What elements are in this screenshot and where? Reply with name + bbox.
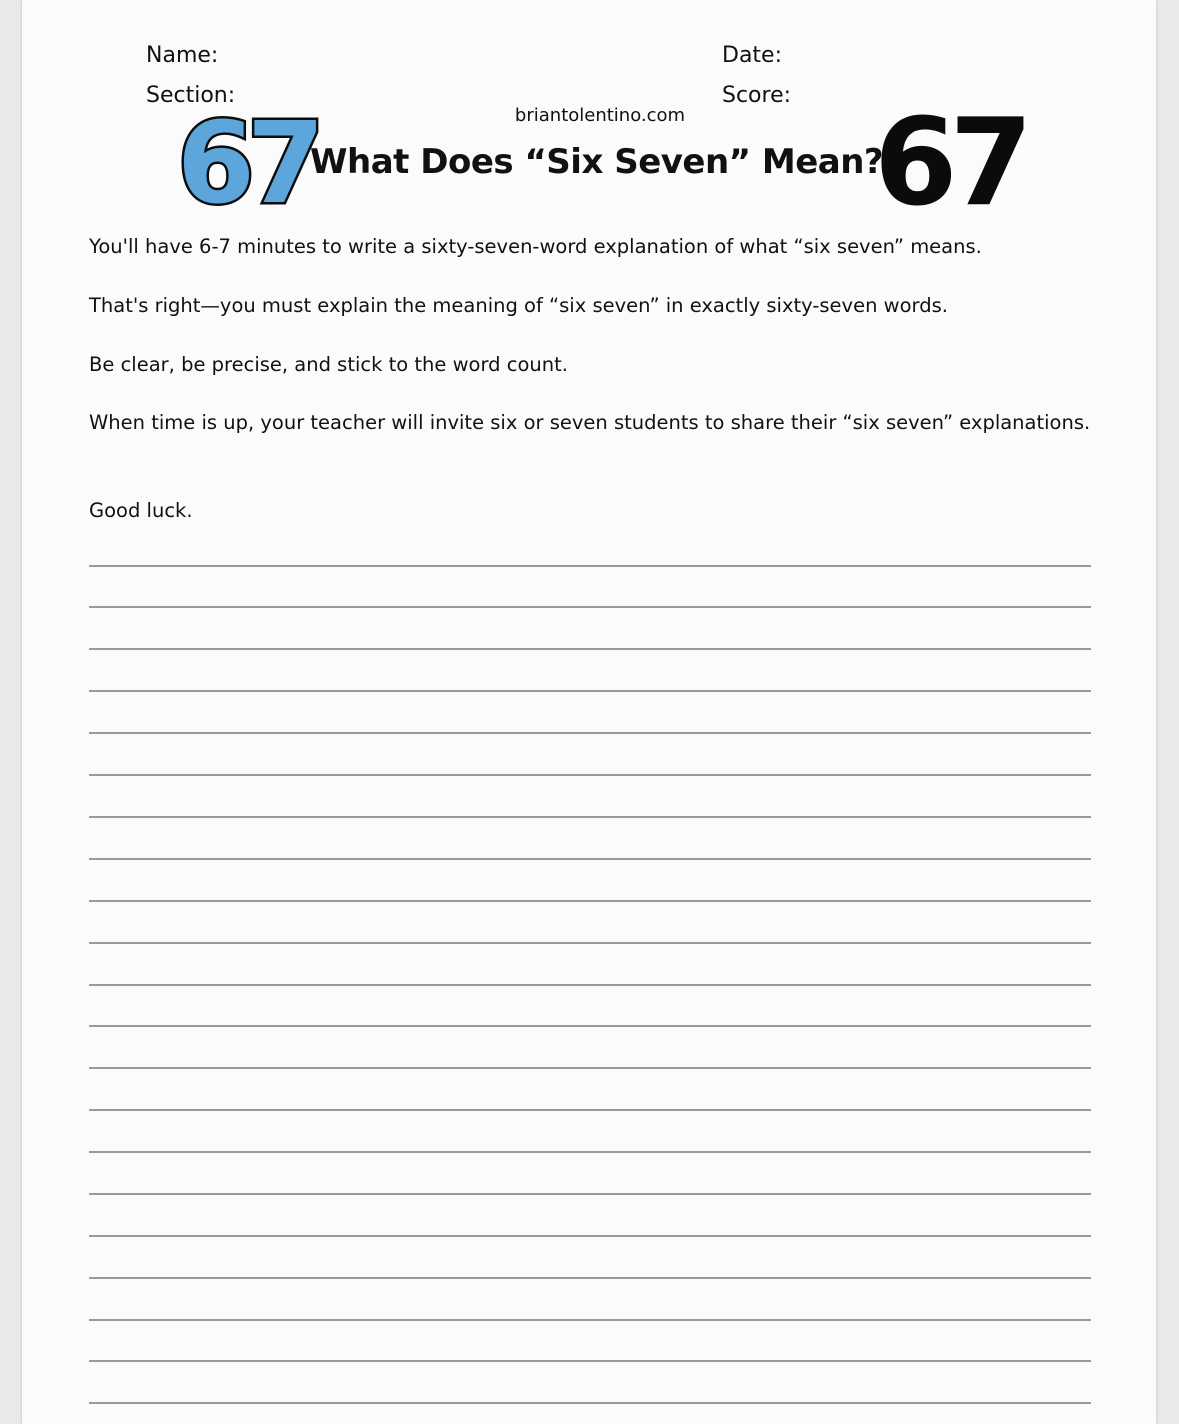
worksheet-page <box>22 0 1156 1424</box>
writing-line[interactable] <box>89 1277 1091 1279</box>
writing-line[interactable] <box>89 690 1091 692</box>
section-label: Section: <box>146 83 236 108</box>
instruction-be-clear: Be clear, be precise, and stick to the word count. <box>89 353 568 376</box>
writing-line[interactable] <box>89 1151 1091 1153</box>
writing-line[interactable] <box>89 648 1091 650</box>
writing-line[interactable] <box>89 606 1091 608</box>
writing-line[interactable] <box>89 774 1091 776</box>
writing-line[interactable] <box>89 732 1091 734</box>
writing-line[interactable] <box>89 858 1091 860</box>
writing-line[interactable] <box>89 1067 1091 1069</box>
writing-line[interactable] <box>89 1025 1091 1027</box>
writing-line[interactable] <box>89 1402 1091 1404</box>
name-label: Name: <box>146 43 219 68</box>
writing-line[interactable] <box>89 1360 1091 1362</box>
writing-line[interactable] <box>89 1319 1091 1321</box>
instruction-word-count: That's right—you must explain the meaning of “six seven” in exactly sixty-seven words. <box>89 294 948 317</box>
writing-line[interactable] <box>89 900 1091 902</box>
number-67-black: 67 <box>874 94 1025 233</box>
writing-line[interactable] <box>89 1193 1091 1195</box>
score-label: Score: <box>722 83 792 108</box>
instruction-good-luck: Good luck. <box>89 499 193 522</box>
writing-line[interactable] <box>89 984 1091 986</box>
writing-line[interactable] <box>89 942 1091 944</box>
date-label: Date: <box>722 43 782 68</box>
instruction-time-limit: You'll have 6-7 minutes to write a sixty-seven-word explanation of what “six seven” means. <box>89 235 982 258</box>
instruction-sharing: When time is up, your teacher will invite six or seven students to share their “six seven” explanations. <box>89 411 1091 434</box>
writing-line[interactable] <box>89 1109 1091 1111</box>
number-67-blue: 67 <box>177 99 317 229</box>
website-credit: briantolentino.com <box>514 105 686 126</box>
writing-line[interactable] <box>89 565 1091 567</box>
writing-line[interactable] <box>89 816 1091 818</box>
writing-line[interactable] <box>89 1235 1091 1237</box>
worksheet-title: What Does “Six Seven” Mean? <box>310 142 884 182</box>
